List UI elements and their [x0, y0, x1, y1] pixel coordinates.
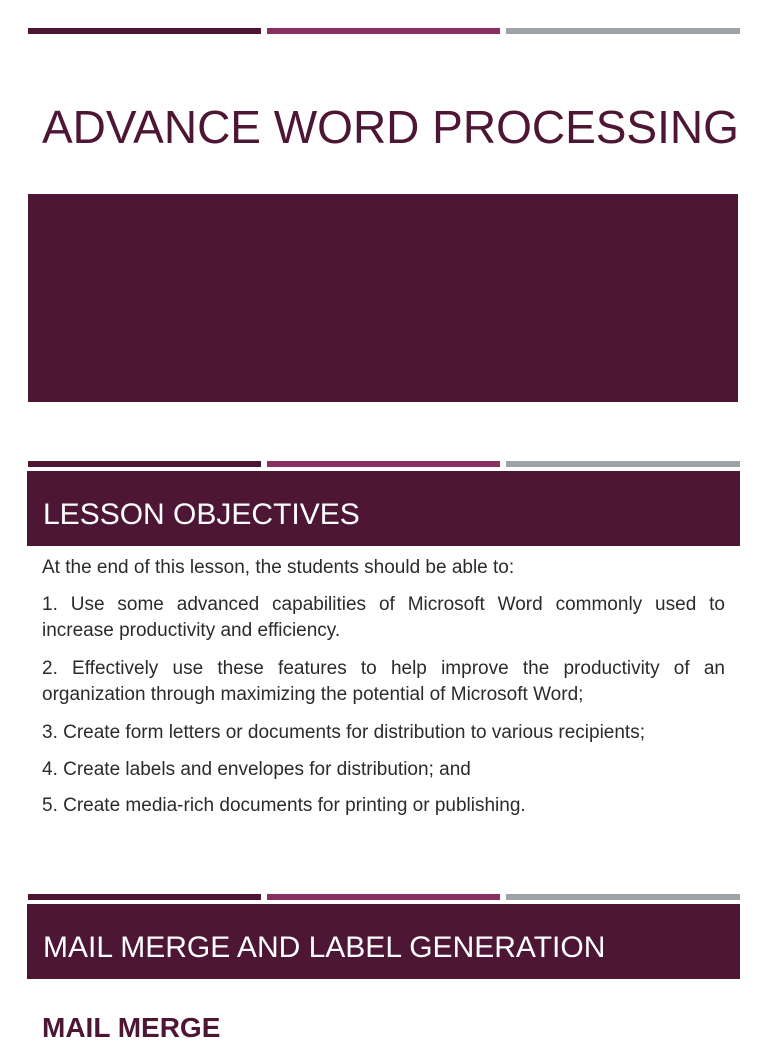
- accent-bar-dark: [28, 894, 261, 900]
- objective-item-3: 3. Create form letters or documents for distribution to various recipients;: [42, 722, 645, 743]
- slide1-title: ADVANCE WORD PROCESSING: [42, 101, 739, 153]
- accent-bar-gray: [506, 461, 740, 467]
- accent-bar-magenta: [267, 28, 500, 34]
- objectives-intro: At the end of this lesson, the students should be able to:: [42, 557, 515, 578]
- slide3-heading: MAIL MERGE AND LABEL GENERATION: [43, 931, 606, 964]
- objective-item-5: 5. Create media-rich documents for printing or publishing.: [42, 795, 526, 816]
- slide3-accent-bars: [28, 894, 740, 900]
- objective-item-1: 1. Use some advanced capabilities of Microsoft Word commonly used to increase productivity and efficiency.: [42, 594, 725, 641]
- slide2-heading: LESSON OBJECTIVES: [43, 498, 360, 531]
- slide3-subheading-partial: MAIL MERGE: [42, 1012, 221, 1043]
- accent-bar-dark: [28, 28, 261, 34]
- accent-bar-dark: [28, 461, 261, 467]
- slide1-color-block: [28, 194, 738, 402]
- accent-bar-magenta: [267, 461, 500, 467]
- objective-item-2: 2. Effectively use these features to help improve the productivity of an organization through maximizing the potential of Microsoft Word;: [42, 658, 725, 705]
- accent-bar-gray: [506, 28, 740, 34]
- accent-bar-gray: [506, 894, 740, 900]
- slide2-accent-bars: [28, 461, 740, 467]
- slide1-accent-bars: [28, 28, 740, 34]
- accent-bar-magenta: [267, 894, 500, 900]
- slide2-header: [27, 471, 740, 546]
- slide3-header: [27, 904, 740, 979]
- objective-item-4: 4. Create labels and envelopes for distribution; and: [42, 759, 471, 780]
